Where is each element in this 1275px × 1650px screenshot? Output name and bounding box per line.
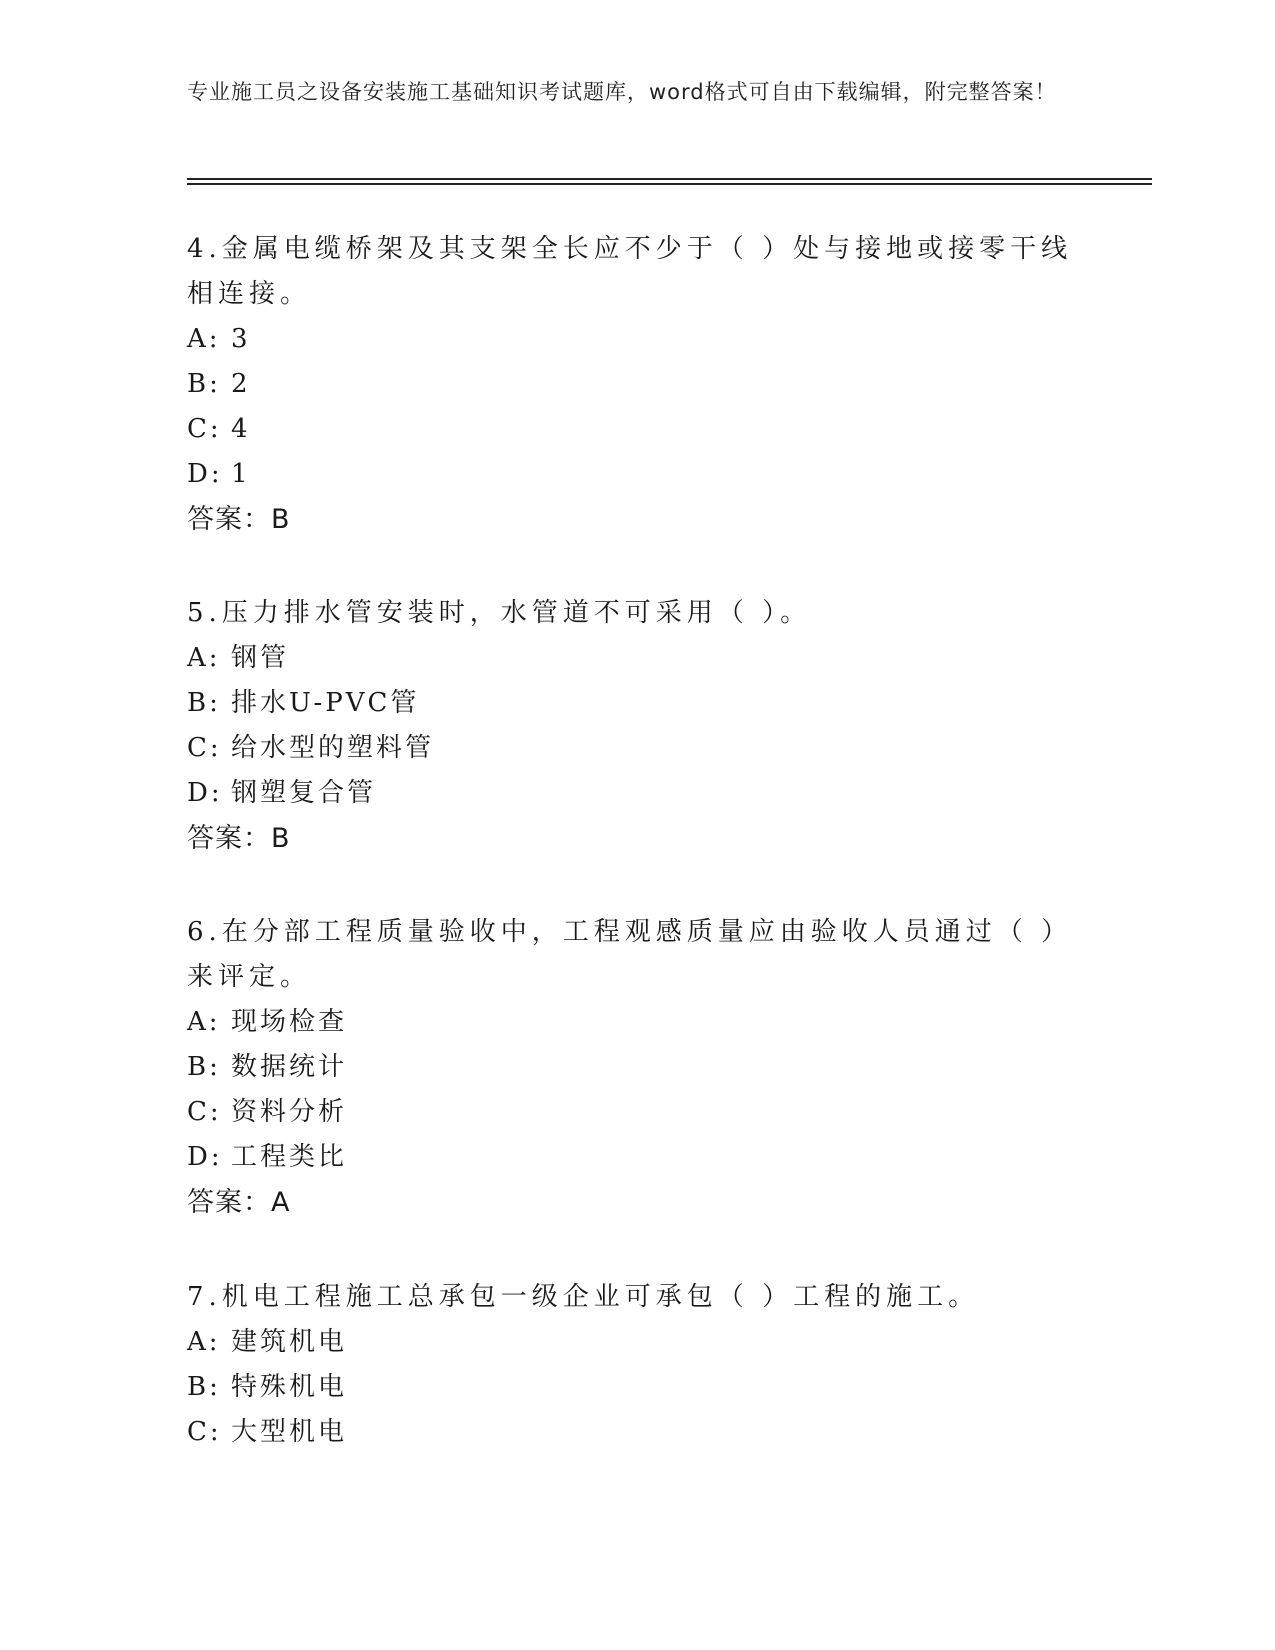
option-a <box>187 1000 1087 1045</box>
option-text: 大型机电 <box>231 1417 348 1447</box>
option-text: 数据统计 <box>231 1052 348 1082</box>
option-d <box>187 452 1087 497</box>
option-letter: B: <box>187 369 221 399</box>
question-5 <box>187 591 1087 861</box>
option-letter: C: <box>187 1417 222 1447</box>
question-text: 4.金属电缆桥架及其支架全长应不少于（ ）处与接地或接零干线相连接。 <box>187 234 1073 309</box>
option-text: 钢塑复合管 <box>231 778 377 808</box>
document-intro: 专业施工员之设备安装施工基础知识考试题库，word格式可自由下载编辑，附完整答案！ <box>187 80 1057 104</box>
option-d <box>187 1135 1087 1180</box>
option-text: 2 <box>231 369 251 399</box>
question-6 <box>187 910 1087 1225</box>
option-a <box>187 636 1087 681</box>
question-text: 5.压力排水管安装时，水管道不可采用（ ）。 <box>187 598 812 628</box>
option-b <box>187 1045 1087 1090</box>
option-text: 钢管 <box>231 643 290 673</box>
option-letter: C: <box>187 1097 222 1127</box>
option-b <box>187 1365 1087 1410</box>
option-b <box>187 362 1087 407</box>
option-letter: D: <box>187 459 223 489</box>
option-text: 4 <box>231 414 251 444</box>
option-text: 1 <box>231 459 251 489</box>
question-7 <box>187 1275 1087 1455</box>
option-letter: D: <box>187 778 223 808</box>
option-c <box>187 407 1087 452</box>
question-text: 6.在分部工程质量验收中，工程观感质量应由验收人员通过（ ）来评定。 <box>187 917 1073 992</box>
option-a <box>187 317 1087 362</box>
option-letter: B: <box>187 1052 221 1082</box>
option-text: 特殊机电 <box>231 1372 348 1402</box>
header-divider-top <box>187 178 1152 180</box>
answer-label: 答案：B <box>187 504 291 535</box>
option-text: 建筑机电 <box>231 1327 348 1357</box>
option-letter: C: <box>187 733 222 763</box>
option-letter: A: <box>187 324 221 354</box>
answer-label: 答案：B <box>187 823 291 854</box>
option-text: 工程类比 <box>231 1142 348 1172</box>
option-letter: C: <box>187 414 222 444</box>
option-c <box>187 726 1087 771</box>
option-text: 给水型的塑料管 <box>231 733 435 763</box>
option-a <box>187 1320 1087 1365</box>
question-text: 7.机电工程施工总承包一级企业可承包（ ）工程的施工。 <box>187 1282 980 1312</box>
option-b <box>187 681 1087 726</box>
option-letter: D: <box>187 1142 223 1172</box>
option-text: 排水U-PVC管 <box>231 688 420 718</box>
option-text: 现场检查 <box>231 1007 348 1037</box>
option-letter: A: <box>187 643 221 673</box>
question-4 <box>187 227 1087 542</box>
option-letter: A: <box>187 1327 221 1357</box>
option-text: 资料分析 <box>231 1097 348 1127</box>
option-text: 3 <box>231 324 251 354</box>
option-letter: B: <box>187 688 221 718</box>
option-d <box>187 771 1087 816</box>
option-letter: A: <box>187 1007 221 1037</box>
answer-label: 答案：A <box>187 1187 291 1218</box>
header-divider-bottom <box>187 183 1152 185</box>
option-letter: B: <box>187 1372 221 1402</box>
option-c <box>187 1410 1087 1455</box>
option-c <box>187 1090 1087 1135</box>
